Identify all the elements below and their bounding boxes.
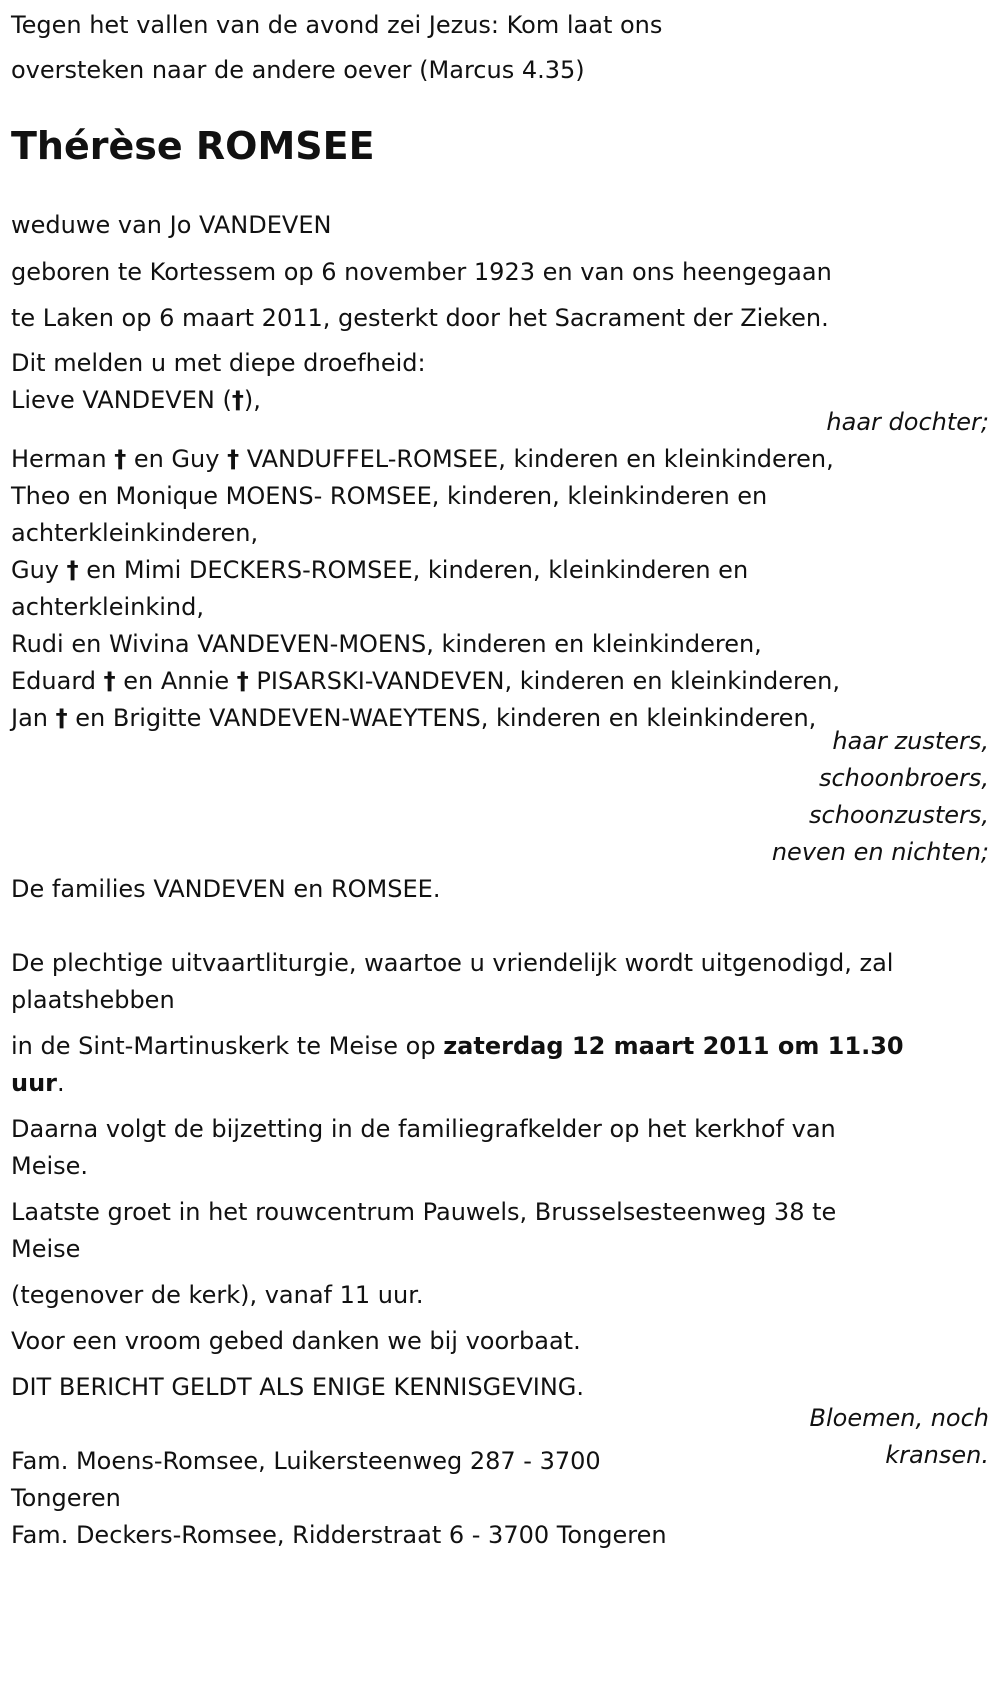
funeral-line-4: uur. bbox=[11, 1069, 65, 1097]
flowers-line-1: Bloemen, noch bbox=[809, 1404, 989, 1432]
address-line-3: Fam. Deckers-Romsee, Ridderstraat 6 - 3700 Tongeren bbox=[11, 1521, 667, 1549]
family-theo-2: achterkleinkinderen, bbox=[11, 519, 259, 547]
role-brothers-in-law: schoonbroers, bbox=[818, 764, 989, 792]
cross-icon: † bbox=[55, 704, 68, 732]
funeral-line-6: Meise. bbox=[11, 1152, 89, 1180]
family-theo-1: Theo en Monique MOENS- ROMSEE, kinderen, kleinkinderen en bbox=[11, 482, 768, 510]
deceased-name: Thérèse ROMSEE bbox=[11, 124, 375, 168]
motto-line-1: Tegen het vallen van de avond zei Jezus: Kom laat ons bbox=[11, 11, 663, 39]
bio-line-3: te Laken op 6 maart 2011, gesterkt door het Sacrament der Zieken. bbox=[11, 304, 829, 332]
cross-icon: † bbox=[227, 445, 240, 473]
family-herman: Herman † en Guy † VANDUFFEL-ROMSEE, kinderen en kleinkinderen, bbox=[11, 445, 834, 473]
funeral-line-10: Voor een vroom gebed danken we bij voorbaat. bbox=[11, 1327, 581, 1355]
family-rudi: Rudi en Wivina VANDEVEN-MOENS, kinderen en kleinkinderen, bbox=[11, 630, 762, 658]
funeral-line-1: De plechtige uitvaartliturgie, waartoe u vriendelijk wordt uitgenodigd, zal bbox=[11, 949, 894, 977]
family-guy-2: achterkleinkind, bbox=[11, 593, 205, 621]
address-line-2: Tongeren bbox=[11, 1484, 121, 1512]
role-daughter: haar dochter; bbox=[826, 408, 989, 436]
family-guy: Guy † en Mimi DECKERS-ROMSEE, kinderen, kleinkinderen en bbox=[11, 556, 749, 584]
funeral-line-2: plaatshebben bbox=[11, 986, 175, 1014]
cross-icon: † bbox=[236, 667, 249, 695]
role-sisters: haar zusters, bbox=[832, 727, 989, 755]
motto-line-2: oversteken naar de andere oever (Marcus 4.35) bbox=[11, 56, 585, 84]
funeral-line-5: Daarna volgt de bijzetting in de familiegrafkelder op het kerkhof van bbox=[11, 1115, 836, 1143]
address-line-1: Fam. Moens-Romsee, Luikersteenweg 287 - 3700 bbox=[11, 1447, 601, 1475]
cross-icon: † bbox=[103, 667, 116, 695]
family-daughter: Lieve VANDEVEN (†), bbox=[11, 386, 261, 414]
role-sisters-in-law: schoonzusters, bbox=[809, 801, 989, 829]
cross-icon: † bbox=[66, 556, 79, 584]
announce-line: Dit melden u met diepe droefheid: bbox=[11, 349, 426, 377]
cross-icon: † bbox=[231, 386, 244, 414]
cross-icon: † bbox=[114, 445, 127, 473]
funeral-date: zaterdag 12 maart 2011 om 11.30 bbox=[443, 1032, 904, 1060]
funeral-line-8: Meise bbox=[11, 1235, 81, 1263]
family-eduard: Eduard † en Annie † PISARSKI-VANDEVEN, kinderen en kleinkinderen, bbox=[11, 667, 840, 695]
flowers-line-2: kransen. bbox=[885, 1441, 989, 1469]
families-line: De families VANDEVEN en ROMSEE. bbox=[11, 875, 441, 903]
funeral-line-3: in de Sint-Martinuskerk te Meise op zaterdag 12 maart 2011 om 11.30 bbox=[11, 1032, 904, 1060]
family-jan: Jan † en Brigitte VANDEVEN-WAEYTENS, kinderen en kleinkinderen, bbox=[11, 704, 817, 732]
funeral-line-9: (tegenover de kerk), vanaf 11 uur. bbox=[11, 1281, 424, 1309]
bio-line-2: geboren te Kortessem op 6 november 1923 en van ons heengegaan bbox=[11, 258, 832, 286]
funeral-line-7: Laatste groet in het rouwcentrum Pauwels, Brusselsesteenweg 38 te bbox=[11, 1198, 837, 1226]
role-nephews-nieces: neven en nichten; bbox=[771, 838, 989, 866]
bio-line-1: weduwe van Jo VANDEVEN bbox=[11, 211, 332, 239]
funeral-line-11: DIT BERICHT GELDT ALS ENIGE KENNISGEVING. bbox=[11, 1373, 585, 1401]
